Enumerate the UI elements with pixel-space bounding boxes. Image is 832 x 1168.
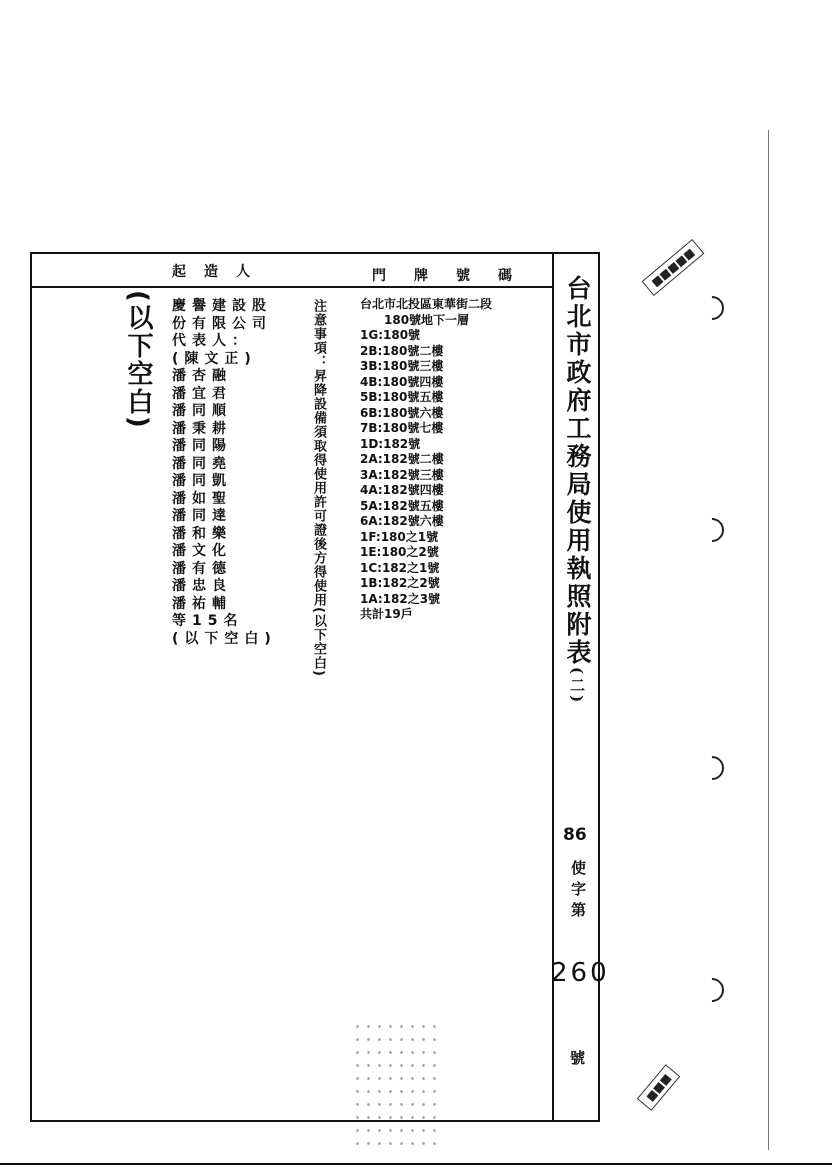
scan-noise (352, 1020, 442, 1150)
builder-column: 潘和樂 (172, 525, 232, 542)
punch-hole (695, 751, 729, 785)
permit-number: 260 (551, 958, 610, 988)
unit-list (360, 328, 492, 607)
builder-column: (以下空白) (172, 630, 277, 647)
builder-column: 潘忠良 (172, 578, 232, 594)
permit-suffix: 號 (570, 1049, 586, 1067)
punch-hole (695, 513, 729, 547)
address-unit: 1C:182之1號 (360, 560, 440, 575)
address-unit: 1F:180之1號 (360, 529, 439, 544)
address-unit: 5A:182號五樓 (360, 498, 444, 513)
address-unit: 1A:182之3號 (360, 591, 441, 606)
address-unit: 5B:180號五樓 (360, 390, 444, 404)
title-sheet-number: (二) (568, 667, 586, 706)
address-unit: 1B:182之2號 (360, 576, 440, 590)
title-main: 台北市政府工務局使用執照附表 (563, 275, 592, 667)
builder-column: (陳文正) (172, 350, 257, 367)
address-unit: 4A:182號四樓 (360, 483, 444, 497)
document-title (562, 275, 592, 705)
builder-column: 潘有德 (172, 560, 232, 577)
builder-column: 份有限公司 (172, 315, 272, 332)
header-house-number: 門牌號碼 (372, 268, 540, 284)
address-unit: 1G:180號 (360, 328, 421, 342)
address-unit: 6B:180號六樓 (360, 405, 444, 420)
address-unit: 7B:180號七樓 (360, 421, 444, 435)
builder-column: 潘同陽 (172, 438, 232, 454)
address-unit: 3A:182號三樓 (360, 467, 444, 482)
builder-column: 潘秉耕 (172, 420, 232, 437)
permit-year: 86 (563, 825, 587, 845)
address-unit: 3B:180號三樓 (360, 359, 444, 373)
notice-text: 注意事項：昇降設備須取得使用許可證後方得使用(以下空白) (311, 299, 326, 677)
builder-column: 潘同順 (172, 403, 232, 419)
address-street: 台北市北投區東華街二段 (360, 297, 493, 311)
address-unit: 2A:182號二樓 (360, 452, 444, 466)
builder-column: 代表人： (172, 333, 252, 349)
header-divider (30, 286, 554, 288)
address-unit: 1E:180之2號 (360, 545, 439, 559)
builder-column: 潘同達 (172, 508, 232, 524)
address-unit: 6A:182號六樓 (360, 514, 444, 528)
address-unit: 4B:180號四樓 (360, 374, 444, 389)
column-divider (552, 252, 554, 1122)
address-list (360, 297, 492, 623)
builder-column: 潘如聖 (172, 490, 232, 507)
builder-column: 潘祐輔 (172, 595, 232, 612)
seal-stamp-lower: ■■■ (637, 1064, 681, 1111)
builder-column: 潘杏融 (172, 368, 232, 384)
seal-stamp: ■■■■■ (642, 239, 705, 296)
punch-hole (695, 291, 729, 325)
address-unit: 1D:182號 (360, 436, 421, 451)
builder-column: 慶譽建設股 (172, 298, 272, 314)
builder-column: 潘同堯 (172, 455, 232, 472)
permit-prefix: 使字第 (569, 860, 587, 923)
builder-column: 潘宜君 (172, 385, 232, 402)
builder-column: 等15名 (172, 613, 244, 629)
punch-hole (695, 973, 729, 1007)
address-unit: 2B:180號二樓 (360, 343, 444, 358)
address-total: 共計19戶 (360, 607, 413, 621)
margin-line (768, 130, 769, 1150)
builder-column: 潘文化 (172, 543, 232, 559)
header-builder: 起造人 (172, 264, 268, 280)
builder-column: 潘同凱 (172, 473, 232, 489)
bottom-edge (0, 1163, 832, 1165)
blank-mark-large: (以下空白) (123, 290, 153, 430)
address-basement: 180號地下一層 (384, 312, 470, 327)
